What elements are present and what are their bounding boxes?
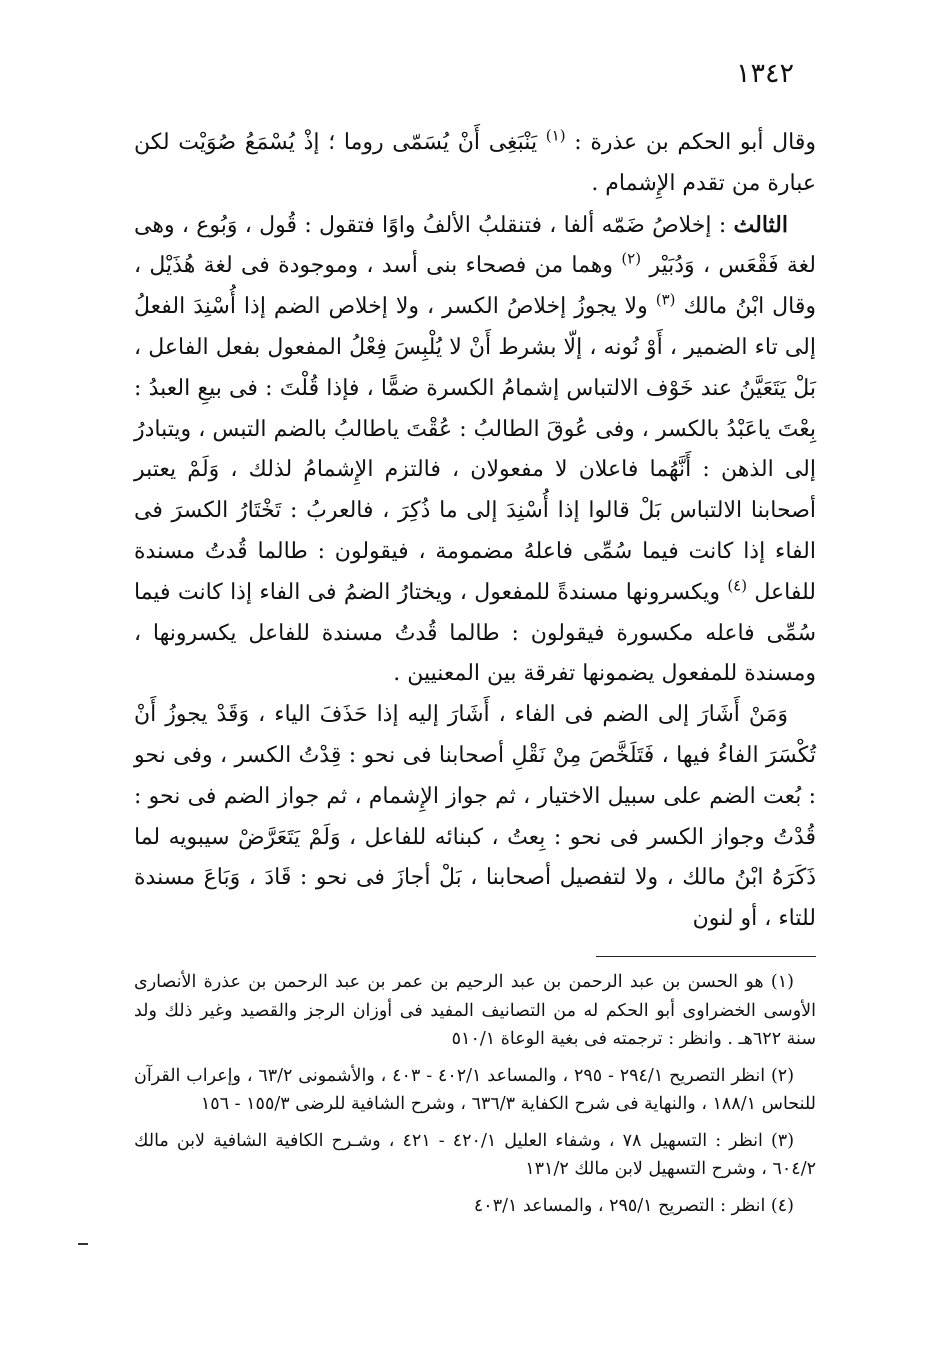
- text-run: وقال أبو الحكم بن عذرة :: [565, 130, 816, 155]
- footnotes: [134, 968, 816, 1228]
- main-text: [134, 123, 816, 940]
- paragraph-1: [134, 123, 816, 205]
- footnote-ref-4: (٤): [727, 576, 748, 595]
- page-number: ١٣٤٢: [736, 58, 795, 89]
- footnote-ref-1: (١): [545, 126, 566, 145]
- footnote-ref-2: (٢): [621, 250, 642, 269]
- margin-mark: [78, 1243, 88, 1245]
- footnote-ref-3: (٣): [655, 290, 676, 309]
- footnote-3: (٣) انظر : التسهيل ٧٨ ، وشفاء العليل ٤٢٠/١ - ٤٢١ ، وشـرح الكافية الشافية لابن مالك ٦٠٤/٢ ، وشرح التسهيل لابن مالك ١٣١/٢: [134, 1130, 816, 1179]
- text-run: : إخلاصُ ضَمّه ألفا ، فتنقلبُ الألفُ واوًا فتقول : قُول ، وَبُوع ، وهى لغة فَقْعَس ، وَدُبَيْر: [134, 212, 816, 279]
- footnote-divider: [596, 956, 816, 957]
- text-run: وهما من فصحاء بنى أسد ، وموجودة فى لغة هُذَيْل ، وقال ابْنُ مالك: [134, 253, 816, 320]
- paragraph-3: وَمَنْ أَشَارَ إلى الضم فى الفاء ، أَشَارَ إليه إذا حَذَفَ الياء ، وَقَدْ يجوزُ أَنْ تُكْسَرَ الفاءُ فيها ، فَتَلَخَّصَ مِنْ نَقْلِ أصحابنا فى نحو : قِدْتُ الكسر ، وفى نحو : بُعت الضم على سبيل الاختيار ، ثم جواز الإِشمام ، ثم جواز الضم فى نحو : قُدْتُ وجواز الكسر فى نحو : بِعتُ ، كبنائه للفاعل ، وَلَمْ يَتَعَرَّضْ سيبويه لما ذَكَرَهُ ابْنُ مالك ، ولا لتفصيل أصحابنا ، بَلْ أجازَ فى نحو : قَادَ ، وَبَاعَ مسندة للتاء ، أو لنون: [134, 702, 816, 932]
- paragraph-2: [134, 205, 816, 696]
- text-run: يَنْبَغِى أَنْ يُسَمّى روما ؛ إذْ يُسْمَعُ صُوَيْت لكن عبارة من تقدم الإِشمام .: [134, 130, 816, 196]
- section-lead-word: الثالث: [733, 211, 788, 238]
- footnote-2: (٢) انظر التصريح ٢٩٤/١ - ٢٩٥ ، والمساعد ٤٠٢/١ - ٤٠٣ ، والأشمونى ٦٣/٢ ، وإعراب القرآن للنحاس ١٨٨/١ ، والنهاية فى شرح الكفاية ٦٣٦/٣ ، وشرح الشافية للرضى ١٥٥/٣ - ١٥٦: [134, 1065, 816, 1114]
- footnote-1: (١) هو الحسن بن عبد الرحمن بن عبد الرحيم بن عمر بن عبد الرحمن بن عذرة الأنصارى الأوسى الخضراوى أبو الحكم له من التصانيف المفيد فى أوزان الرجز والقصيد وغير ذلك ولد سنة ٦٢٢هـ . وانظر : ترجمته فى بغية الوعاة ٥١٠/١: [134, 972, 816, 1049]
- text-run: ولا يجوزُ إخلاصُ الكسر ، ولا إخلاص الضم إذا أُسْنِدَ الفعلُ إلى تاء الضمير ، أَوْ نُونه ، إلّا بشرط أَنْ لا يُلْبِسَ فِعْلُ المفعول بفعل الفاعل ، بَلْ يَتَعَيَّنُ عند خَوْف الالتباس إشمامُ الكسرة ضمًّا ، فإذا قُلْتَ : فى بيعِ العبدُ : بِعْتَ ياعَبْدُ بالكسر ، وفى عُوقَ الطالبُ : عُقْتَ ياطالبُ بالضم التبس ، ويتبادرُ إلى الذهن : أَنَّهُما فاعلان لا مفعولان ، فالتزم الإِشمامُ لذلك ، وَلَمْ يعتبر أصحابنا الالتباس بَلْ قالوا إذا أُسْنِدَ إلى ما ذُكِرَ ، فالعربُ : تَخْتَارُ الكسرَ فى الفاء إذا كانت فيما سُمِّى فاعلهُ مضمومة ، فيقولون : طالما قُدتُ مسندة للفاعل: [134, 294, 816, 605]
- text-run: ويكسرونها مسندةً للمفعول ، ويختارُ الضمُ فى الفاء إذا كانت فيما سُمِّى فاعله مكسورة فيقولون : طالما قُدتُ مسندة للفاعل يكسرونها ، ومسندة للمفعول يضمونها تفرقة بين المعنيين .: [134, 579, 816, 687]
- footnote-4: (٤) انظر : التصريح ٢٩٥/١ ، والمساعد ٤٠٣/١: [473, 1195, 794, 1216]
